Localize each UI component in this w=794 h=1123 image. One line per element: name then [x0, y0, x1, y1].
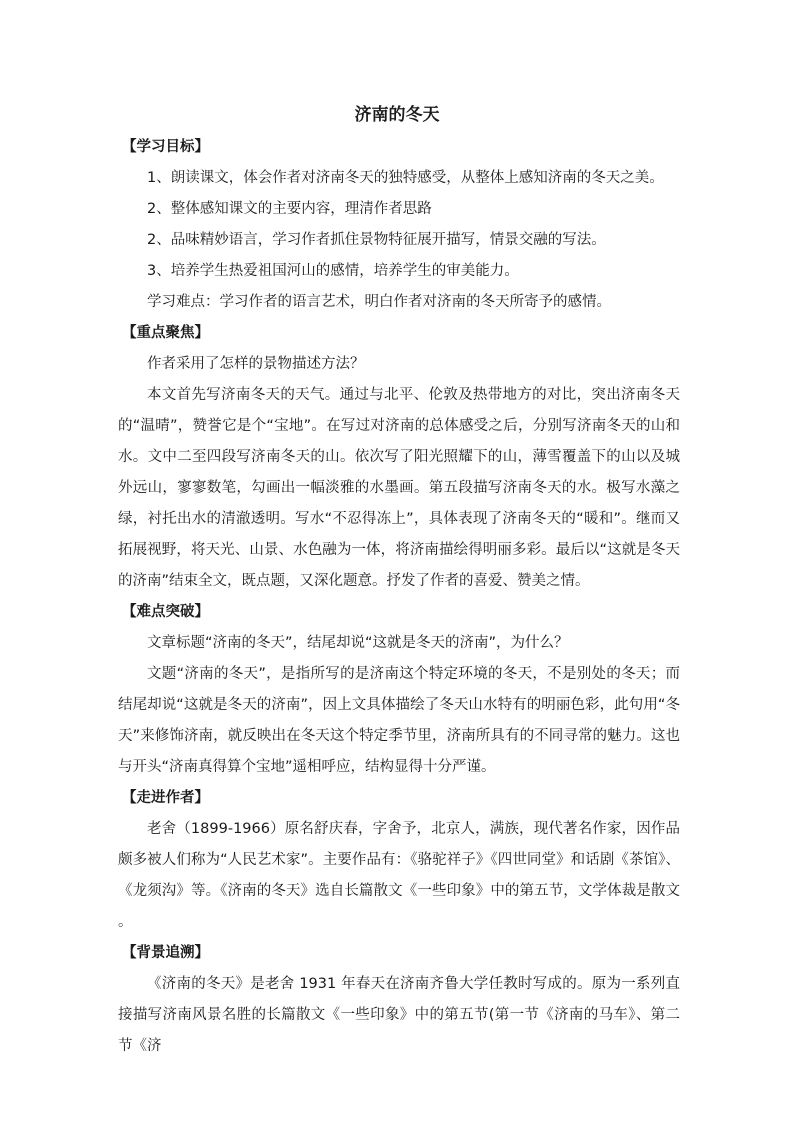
- difficulty-answer: 文题“济南的冬天”，是指所写的是济南这个特定环境的冬天，不是别处的冬天；而结尾却说“这就是冬天的济南”，因上文具体描绘了冬天山水特有的明丽色彩，此句用“冬天”来修饰济南，就反映出在冬天这个特定季节里，济南所具有的不同寻常的魅力。这也与开头“济南真得算个宝地”遥相呼应，结构显得十分严谨。: [118, 666, 680, 775]
- focus-answer: 本文首先写济南冬天的天气。通过与北平、伦敦及热带地方的对比，突出济南冬天的“温晴”，赞誉它是个“宝地”。在写过对济南的总体感受之后，分别写济南冬天的山和水。文中二至四段写济南冬天的山。依次写了阳光照耀下的山，薄雪覆盖下的山以及城外远山，寥寥数笔，勾画出一幅淡雅的水墨画。第五段描写济南冬天的水。极写水藻之绿，衬托出水的清澈透明。写水“不忍得冻上”，具体表现了济南冬天的“暖和”。继而又拓展视野，将天光、山景、水色融为一体，将济南描绘得明丽多彩。最后以“这就是冬天的济南”结束全文，既点题，又深化题意。抒发了作者的喜爱、赞美之情。: [118, 387, 680, 589]
- goal-item-4: 3、培养学生热爱祖国河山的感情，培养学生的审美能力。: [147, 263, 519, 279]
- document-title: 济南的冬天: [354, 105, 440, 125]
- heading-learning-goals: 【学习目标】: [122, 139, 209, 155]
- goal-item-2: 2、整体感知课文的主要内容，理清作者思路: [147, 201, 432, 217]
- heading-author: 【走进作者】: [122, 790, 209, 806]
- difficulty-question: 文章标题“济南的冬天”，结尾却说“这就是冬天的济南”，为什么？: [147, 635, 569, 651]
- learning-difficulty: 学习难点：学习作者的语言艺术，明白作者对济南的冬天所寄予的感情。: [147, 294, 611, 310]
- heading-difficulty: 【难点突破】: [122, 604, 209, 620]
- heading-background: 【背景追溯】: [122, 945, 209, 961]
- focus-question: 作者采用了怎样的景物描述方法？: [147, 356, 365, 372]
- goal-item-3: 2、品味精妙语言，学习作者抓住景物特征展开描写，情景交融的写法。: [147, 232, 606, 248]
- document-body: [118, 132, 680, 1062]
- background-text: 《济南的冬天》是老舍 1931 年春天在济南齐鲁大学任教时写成的。原为一系列直接描写济南风景名胜的长篇散文《一些印象》中的第五节(第一节《济南的马车》、第二节《济: [118, 976, 680, 1054]
- heading-focus: 【重点聚焦】: [122, 325, 209, 341]
- author-text: 老舍（1899-1966）原名舒庆春，字舍予，北京人，满族，现代著名作家，因作品颇多被人们称为“人民艺术家”。主要作品有：《骆驼祥子》《四世同堂》和话剧《茶馆》、《龙须沟》等。《济南的冬天》选自长篇散文《一些印象》中的第五节，文学体裁是散文 。: [118, 821, 680, 930]
- goal-item-1: 1、朗读课文，体会作者对济南冬天的独特感受，从整体上感知济南的冬天之美。: [147, 170, 664, 186]
